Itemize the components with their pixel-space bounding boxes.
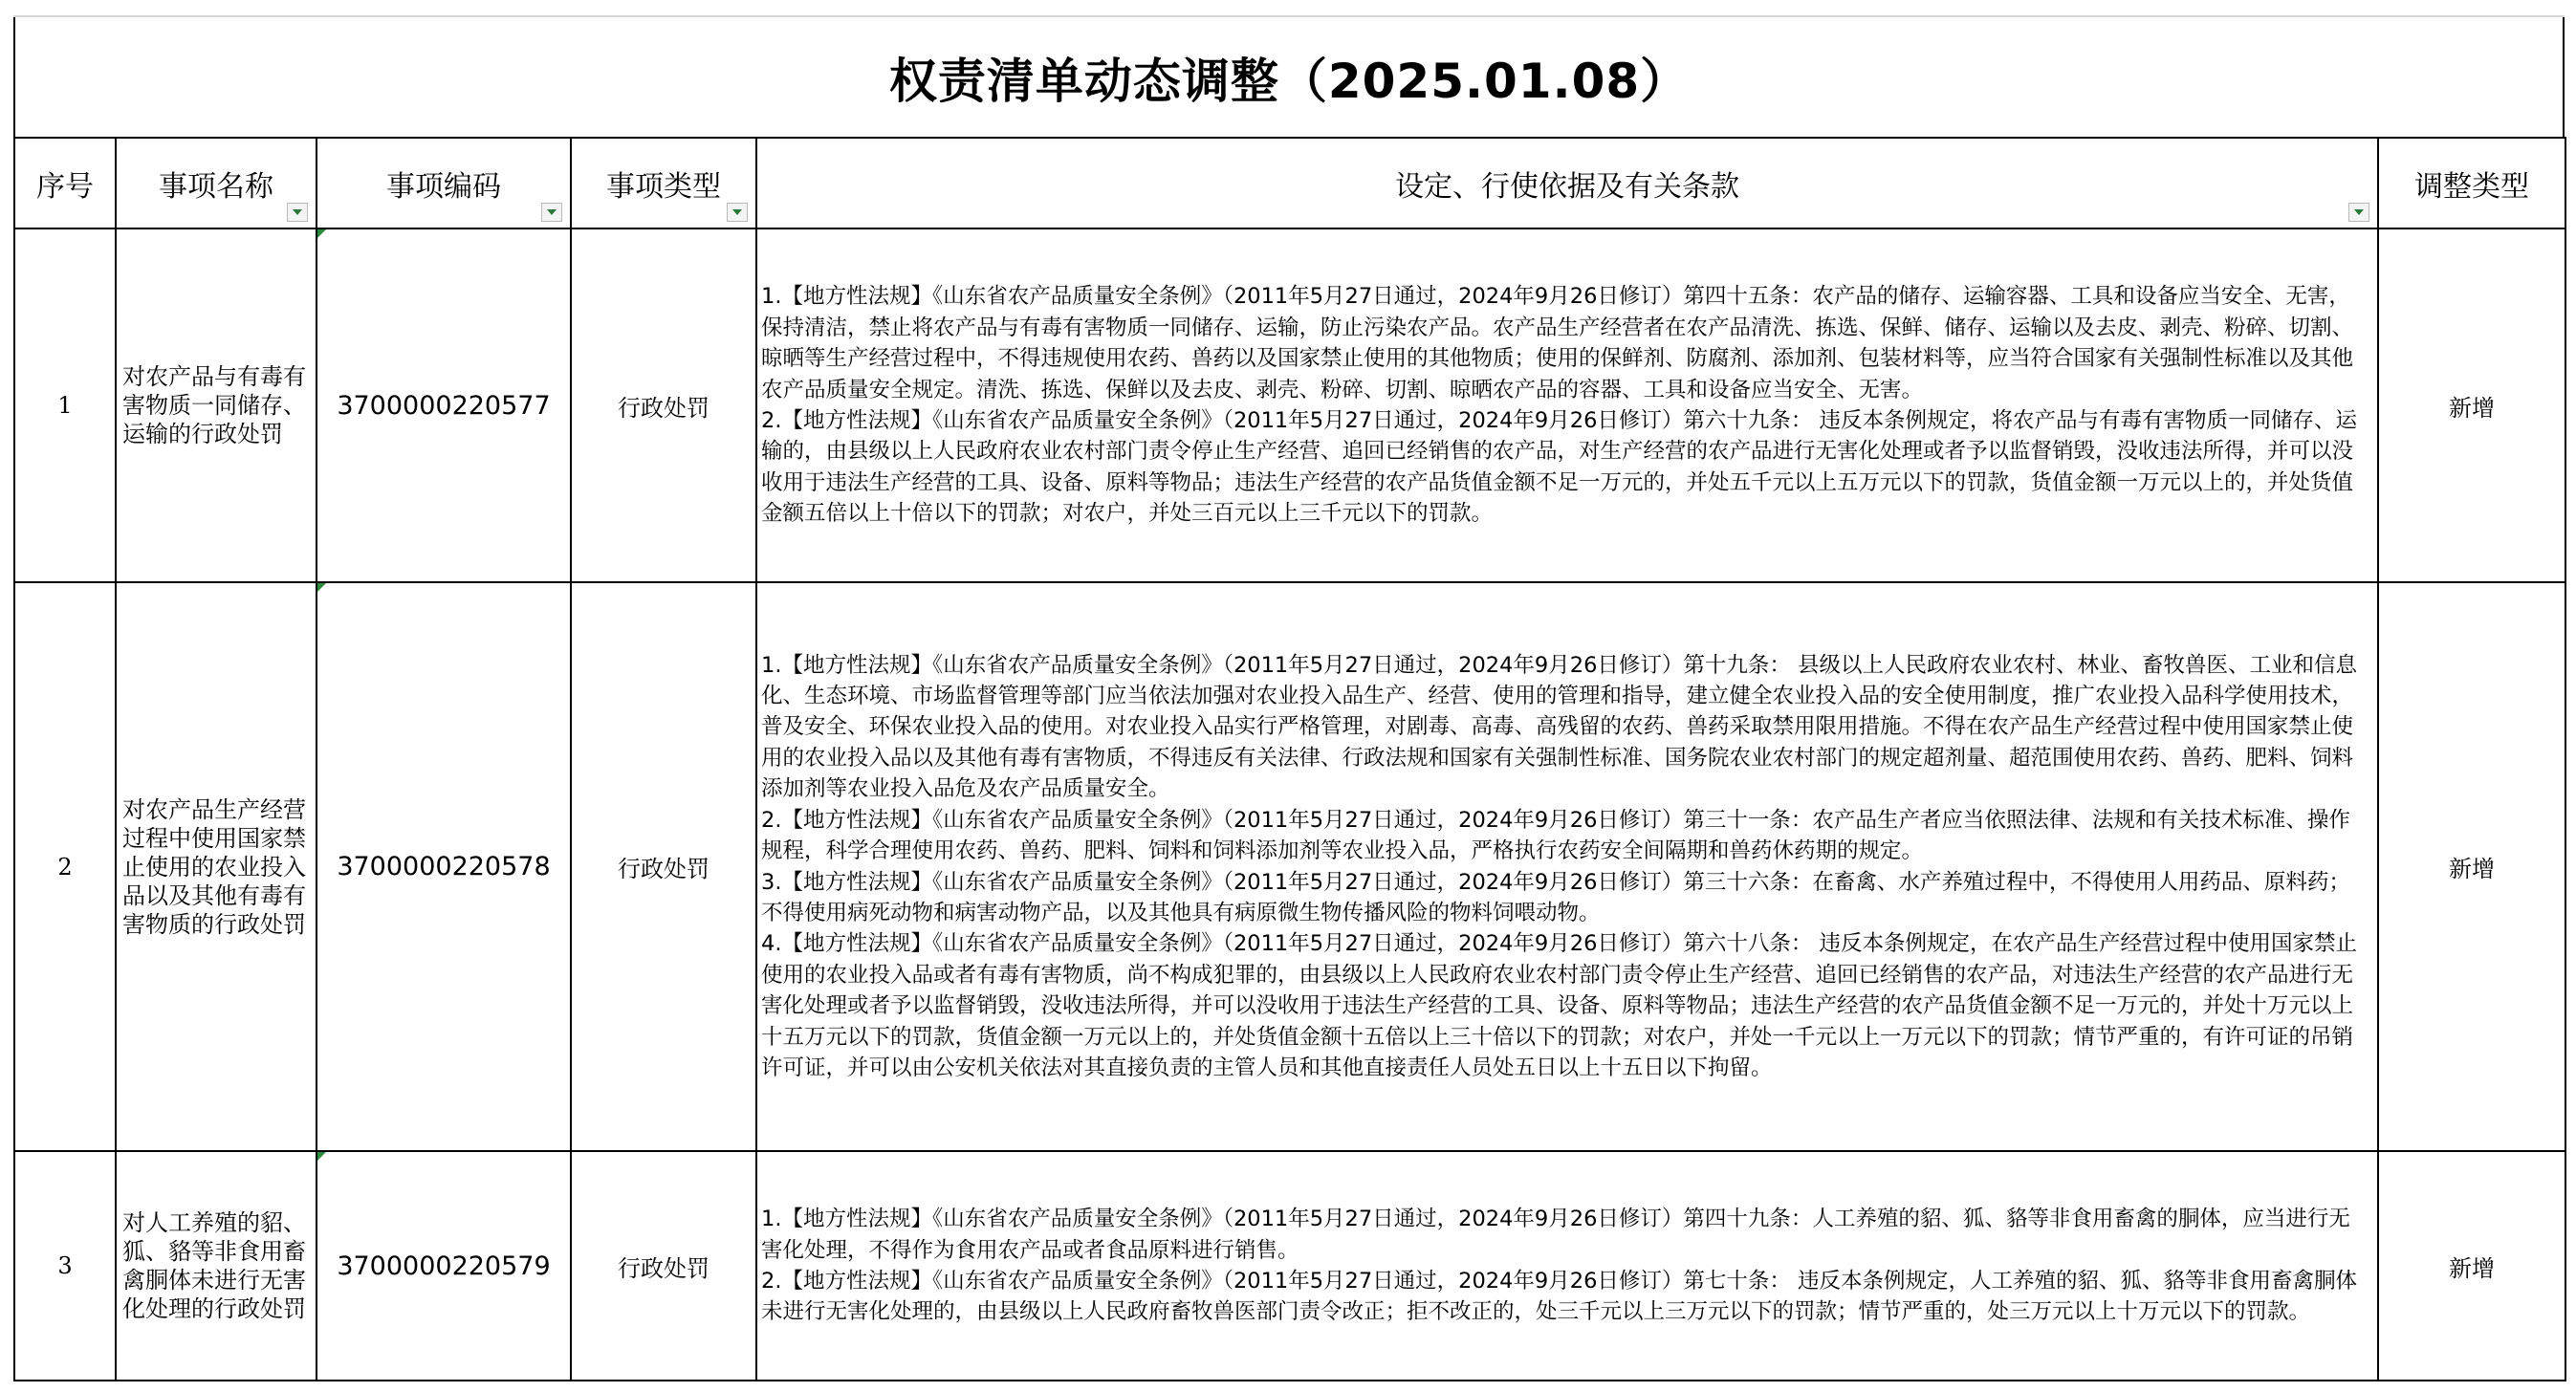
cell-no[interactable]: 1 <box>14 228 116 582</box>
responsibility-list-table <box>13 137 2566 1381</box>
basis-clause: 4.【地方性法规】《山东省农产品质量安全条例》（2011年5月27日通过，2024年9月26日修订）第六十八条： 违反本条例规定，在农产品生产经营过程中使用国家禁止使用的农业投入品或者有毒有害物质，尚不构成犯罪的，由县级以上人民政府农业农村部门责令停止生产经营、追回已经销售的农产品，对违法生产经营的农产品进行无害化处理或者予以监督销毁，没收违法所得，并可以没收用于违法生产经营的工具、设备、原料等物品；违法生产经营的农产品货值金额不足一万元的，并处十万元以上十五万元以下的罚款，货值金额一万元以上的，并处货值金额十五倍以上三十倍以下的罚款；对农户，并处一千元以上一万元以下的罚款；情节严重的，有许可证的吊销许可证，并可以由公安机关依法对其直接负责的主管人员和其他直接责任人员处五日以上十五日以下拘留。 <box>761 931 2358 1080</box>
cell-type[interactable]: 行政处罚 <box>571 582 756 1151</box>
cell-type[interactable]: 行政处罚 <box>571 228 756 582</box>
header-no <box>14 138 116 228</box>
page-title: 权责清单动态调整（2025.01.08） <box>888 53 1690 109</box>
title-row <box>13 17 2565 137</box>
basis-clause: 2.【地方性法规】《山东省农产品质量安全条例》（2011年5月27日通过，2024年9月26日修订）第七十条： 违反本条例规定，人工养殖的貂、狐、貉等非食用畜禽胴体未进行无害化处理的，由县级以上人民政府畜牧兽医部门责令改正；拒不改正的，处三千元以上三万元以下的罚款；情节严重的，处三万元以上十万元以下的罚款。 <box>761 1269 2358 1325</box>
cell-code[interactable]: 3700000220577 <box>317 228 571 582</box>
cell-adjust[interactable]: 新增 <box>2378 582 2565 1151</box>
basis-clause: 1.【地方性法规】《山东省农产品质量安全条例》（2011年5月27日通过，2024年9月26日修订）第十九条： 县级以上人民政府农业农村、林业、畜牧兽医、工业和信息化、生态环境、市场监督管理等部门应当依法加强对农业投入品生产、经营、使用的管理和指导，建立健全农业投入品的安全使用制度，推广农业投入品科学使用技术，普及安全、环保农业投入品的使用。对农业投入品实行严格管理，对剧毒、高毒、高残留的农药、兽药采取禁用限用措施。不得在农产品生产经营过程中使用国家禁止使用的农业投入品以及其他有毒有害物质，不得违反有关法律、行政法规和国家有关强制性标准、国务院农业农村部门的规定超剂量、超范围使用农药、兽药、肥料、饲料添加剂等农业投入品危及农产品质量安全。 <box>761 652 2358 802</box>
table-row <box>14 582 2565 1151</box>
header-name <box>116 138 317 228</box>
basis-clause: 2.【地方性法规】《山东省农产品质量安全条例》（2011年5月27日通过，2024年9月26日修订）第六十九条： 违反本条例规定，将农产品与有毒有害物质一同储存、运输的，由县级以上人民政府农业农村部门责令停止生产经营、追回已经销售的农产品，对生产经营的农产品进行无害化处理或者予以监督销毁，没收违法所得，并可以没收用于违法生产经营的工具、设备、原料等物品；违法生产经营的农产品货值金额不足一万元的，并处五千元以上五万元以下的罚款，货值金额一万元以上的，并处货值金额五倍以上十倍以下的罚款；对农户，并处三百元以上三千元以下的罚款。 <box>761 408 2358 527</box>
filter-dropdown-icon[interactable] <box>2348 203 2369 222</box>
spreadsheet <box>13 15 2565 1381</box>
basis-clause: 1.【地方性法规】《山东省农产品质量安全条例》（2011年5月27日通过，2024年9月26日修订）第四十九条：人工养殖的貂、狐、貉等非食用畜禽的胴体，应当进行无害化处理，不得作为食用农产品或者食品原料进行销售。 <box>761 1207 2350 1263</box>
cell-name[interactable]: 对农产品与有毒有害物质一同储存、运输的行政处罚 <box>116 228 317 582</box>
header-type <box>571 138 756 228</box>
header-basis-label: 设定、行使依据及有关条款 <box>1395 169 1739 204</box>
cell-basis[interactable] <box>756 582 2378 1151</box>
filter-dropdown-icon[interactable] <box>727 203 748 222</box>
header-type-label: 事项类型 <box>606 169 721 204</box>
cell-name[interactable]: 对农产品生产经营过程中使用国家禁止使用的农业投入品以及其他有毒有害物质的行政处罚 <box>116 582 317 1151</box>
header-name-label: 事项名称 <box>159 169 273 204</box>
cell-adjust[interactable]: 新增 <box>2378 1151 2565 1381</box>
cell-adjust[interactable]: 新增 <box>2378 228 2565 582</box>
header-adjust-label: 调整类型 <box>2414 169 2529 204</box>
header-row <box>14 138 2565 228</box>
cell-code[interactable]: 3700000220579 <box>317 1151 571 1381</box>
cell-no[interactable]: 3 <box>14 1151 116 1381</box>
table-row <box>14 228 2565 582</box>
cell-basis[interactable] <box>756 228 2378 582</box>
basis-clause: 3.【地方性法规】《山东省农产品质量安全条例》（2011年5月27日通过，2024年9月26日修订）第三十六条：在畜禽、水产养殖过程中，不得使用人用药品、原料药；不得使用病死动物和病害动物产品，以及其他具有病原微生物传播风险的物料饲喂动物。 <box>761 869 2350 925</box>
header-adjust <box>2378 138 2565 228</box>
cell-type[interactable]: 行政处罚 <box>571 1151 756 1381</box>
filter-dropdown-icon[interactable] <box>287 203 308 222</box>
filter-dropdown-icon[interactable] <box>541 203 562 222</box>
header-code-label: 事项编码 <box>386 169 501 204</box>
header-basis <box>756 138 2378 228</box>
basis-clause: 2.【地方性法规】《山东省农产品质量安全条例》（2011年5月27日通过，2024年9月26日修订）第三十一条：农产品生产者应当依照法律、法规和有关技术标准、操作规程，科学合理使用农药、兽药、肥料、饲料和饲料添加剂等农业投入品，严格执行农药安全间隔期和兽药休药期的规定。 <box>761 807 2350 864</box>
cell-no[interactable]: 2 <box>14 582 116 1151</box>
cell-name[interactable]: 对人工养殖的貂、狐、貉等非食用畜禽胴体未进行无害化处理的行政处罚 <box>116 1151 317 1381</box>
header-code <box>317 138 571 228</box>
basis-clause: 1.【地方性法规】《山东省农产品质量安全条例》（2011年5月27日通过，2024年9月26日修订）第四十五条：农产品的储存、运输容器、工具和设备应当安全、无害，保持清洁，禁止将农产品与有毒有害物质一同储存、运输，防止污染农产品。农产品生产经营者在农产品清洗、拣选、保鲜、储存、运输以及去皮、剥壳、粉碎、切割、晾晒等生产经营过程中，不得违规使用农药、兽药以及国家禁止使用的其他物质；使用的保鲜剂、防腐剂、添加剂、包装材料等，应当符合国家有关强制性标准以及其他农产品质量安全规定。清洗、拣选、保鲜以及去皮、剥壳、粉碎、切割、晾晒农产品的容器、工具和设备应当安全、无害。 <box>761 284 2354 402</box>
header-no-label: 序号 <box>36 169 94 204</box>
table-row <box>14 1151 2565 1381</box>
cell-basis[interactable] <box>756 1151 2378 1381</box>
cell-code[interactable]: 3700000220578 <box>317 582 571 1151</box>
